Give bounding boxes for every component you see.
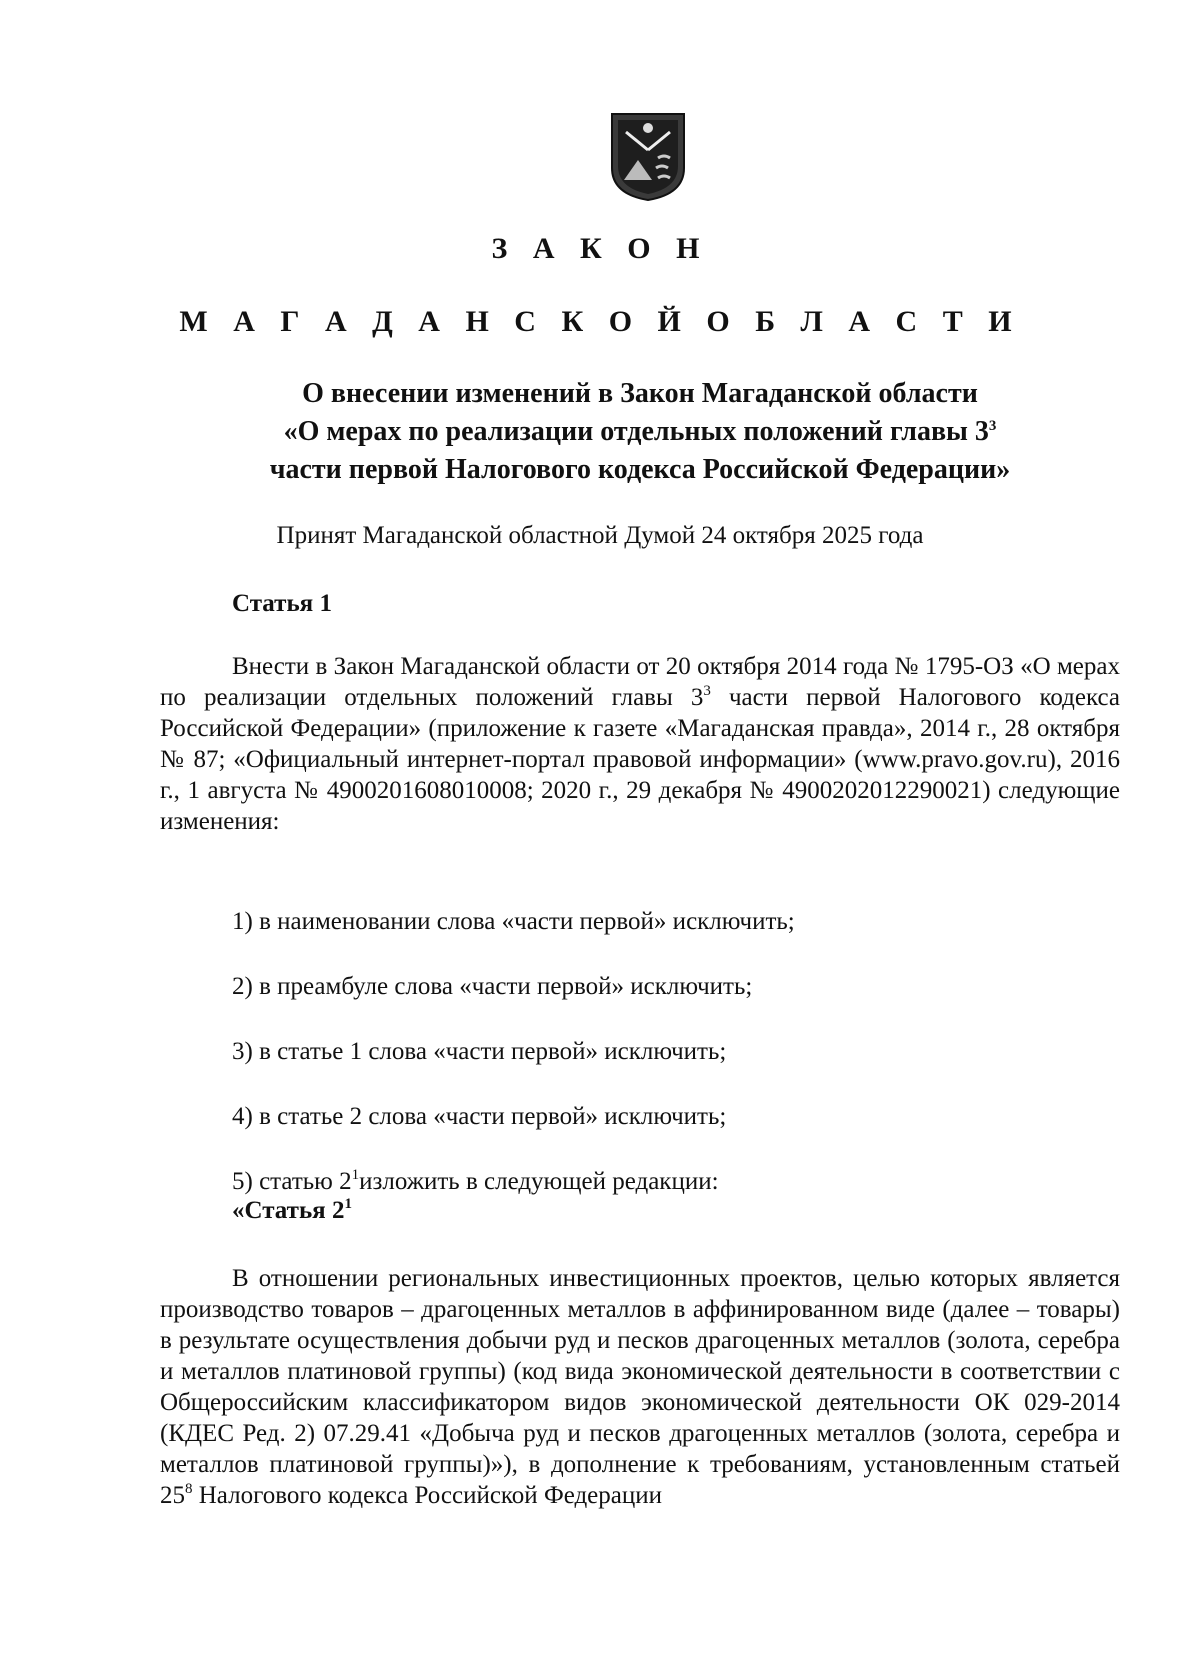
magadan-coat-of-arms-icon (608, 110, 688, 202)
document-region: М А Г А Д А Н С К О Й О Б Л А С Т И (179, 305, 1021, 338)
amendment-item: 1) в наименовании слова «части первой» исключить; (232, 908, 795, 935)
superscript: 1 (344, 1196, 352, 1212)
body-text-cont: Налогового кодекса Российской Федерации (192, 1482, 663, 1509)
amendment-item: 3) в статье 1 слова «части первой» исключить; (232, 1038, 727, 1065)
article-2-1-text (160, 1263, 1120, 1511)
body-text: В отношении региональных инвестиционных проектов, целью которых является производство товаров – драгоценных металлов в аффинированном виде (далее – товары) в результате осуществления добычи руд и песков драгоценных металлов (золота, серебра и металлов платиновой группы) (код вида экономической деятельности в соответствии с Общероссийским классификатором видов экономической деятельности ОК 029-2014 (КДЕС Ред. 2) 07.29.41 «Добыча руд и песков драгоценных металлов (золота, серебра и металлов платиновой группы)»), в дополнение к требованиям, установленным статьей 25 (160, 1265, 1120, 1509)
superscript: 3 (703, 683, 711, 699)
subject-line: части первой Налогового кодекса Российской Федерации» (269, 454, 1011, 485)
item-text: 5) статью 2 (232, 1168, 352, 1195)
article-1-heading: Статья 1 (232, 590, 332, 617)
subject-line-text: «О мерах по реализации отдельных положений главы 3 (283, 416, 989, 447)
item-text-cont: изложить в следующей редакции: (359, 1168, 719, 1195)
heading-text: «Статья 2 (232, 1197, 345, 1224)
superscript: 1 (351, 1167, 360, 1183)
subject-line: О внесении изменений в Закон Магаданской области (302, 378, 978, 409)
amendment-item: 2) в преамбуле слова «части первой» исключить; (232, 973, 753, 1000)
intro-text: Внести в Закон Магаданской области от 20 октября 2014 года № 1795-ОЗ «О мерах по реализации отдельных положений главы 3 (160, 653, 1120, 711)
document-title: З А К О Н (491, 232, 709, 265)
intro-text-cont: части первой Налогового кодекса Российской Федерации» (приложение к газете «Магаданская правда», 2014 г., 28 октября № 87; «Официальный интернет-портал правовой информации» (www.pravo.gov.ru), 2016 г., 1 августа № 4900201608010008; 2020 г., 29 декабря № 4900202012290021) следующие изменения: (160, 684, 1120, 835)
amendment-item: 4) в статье 2 слова «части первой» исключить; (232, 1103, 727, 1130)
article-1-intro (160, 651, 1120, 837)
law-subject (160, 375, 1120, 489)
superscript: 8 (185, 1481, 193, 1497)
amendment-item (232, 1168, 719, 1196)
article-2-1-heading (232, 1197, 352, 1225)
superscript: 3 (988, 418, 997, 434)
subject-line (160, 413, 1120, 451)
adoption-note: Принят Магаданской областной Думой 24 октября 2025 года (276, 522, 924, 549)
